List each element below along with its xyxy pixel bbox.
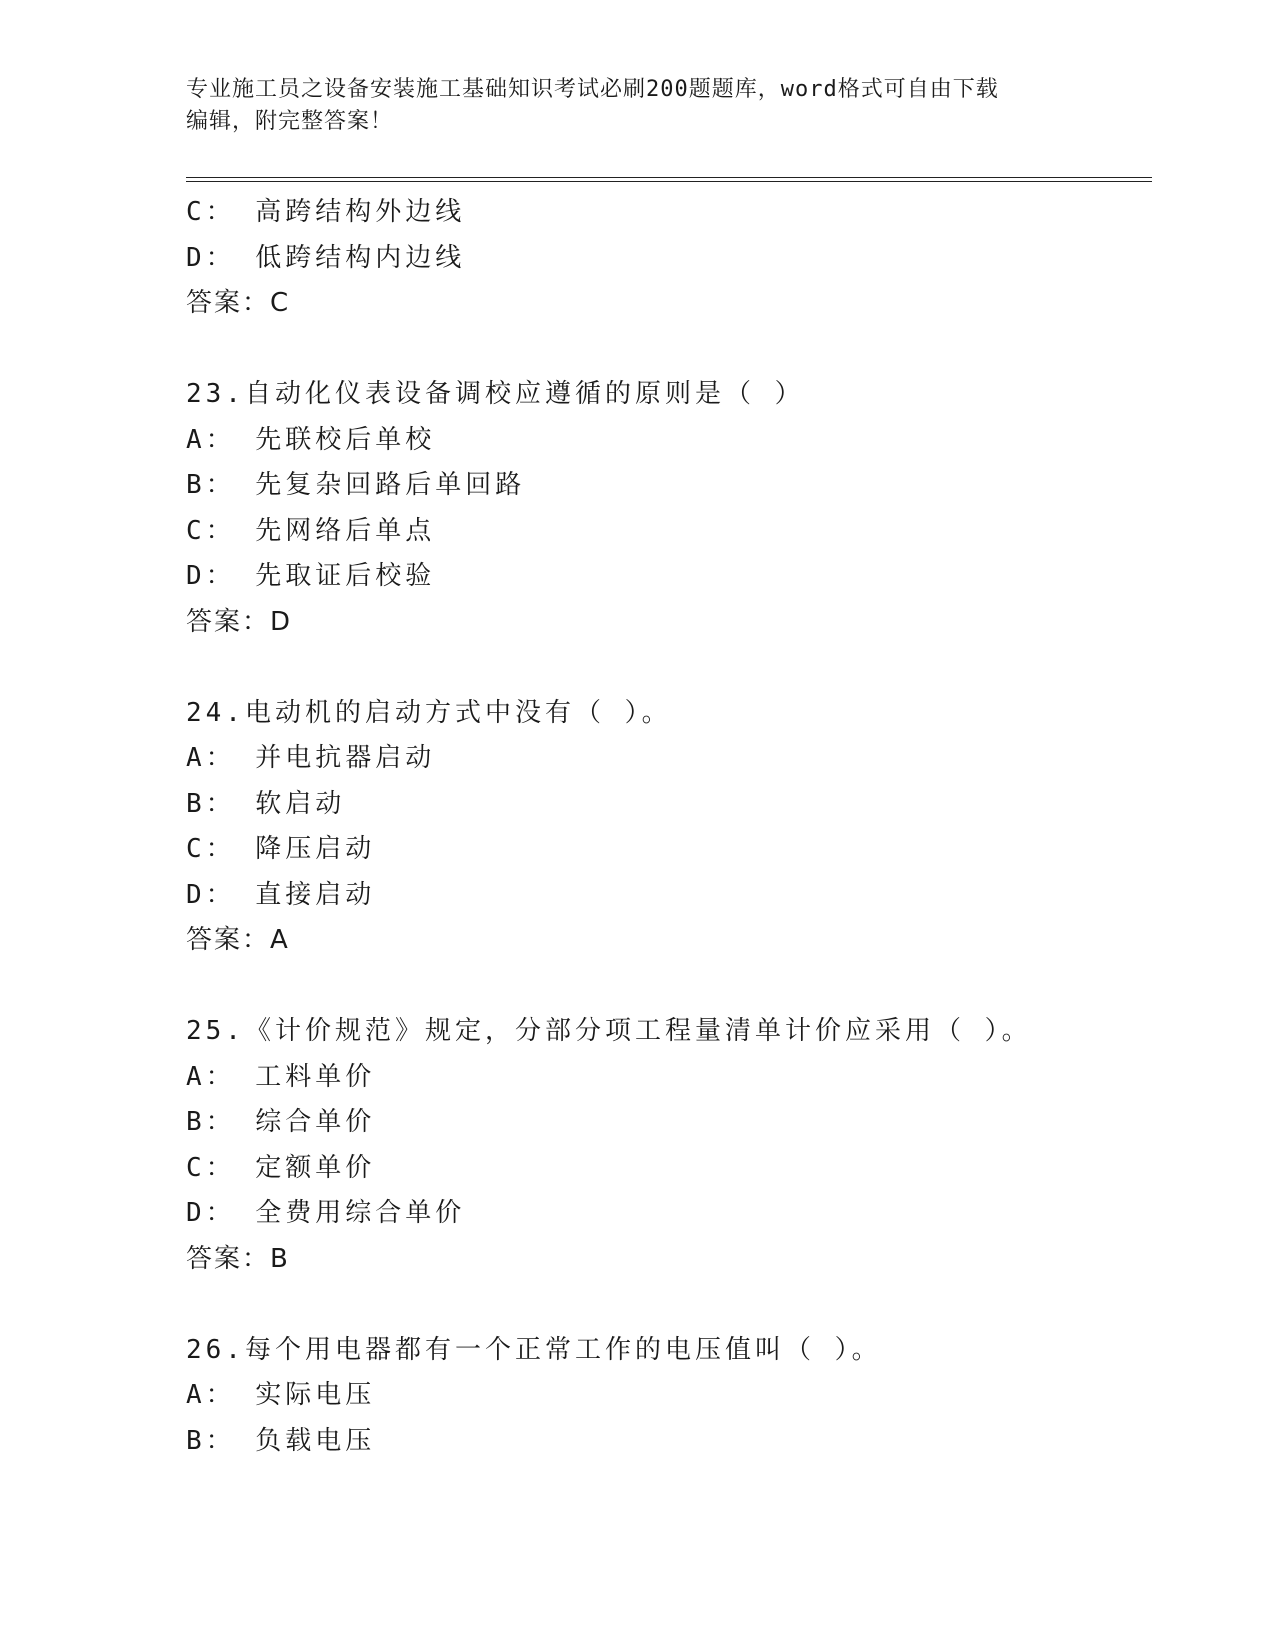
header-line-1: 专业施工员之设备安装施工基础知识考试必刷200题题库，word格式可自由下载 [186,77,999,102]
question-23 [186,372,1152,645]
option-c: C： 定额单价 [186,1152,376,1183]
answer: 答案：B [186,1243,290,1274]
option-a: A： 工料单价 [186,1061,376,1092]
header-divider-bottom [186,181,1152,182]
question-list [186,190,1152,1464]
question-24 [186,691,1152,964]
option-a: A： 先联校后单校 [186,424,436,455]
option-c: C： 先网络后单点 [186,515,436,546]
option-d: D： 全费用综合单价 [186,1198,466,1228]
answer: 答案：C [186,288,291,318]
option-b: B： 综合单价 [186,1107,376,1137]
option-b: B： 先复杂回路后单回路 [186,470,526,500]
question-26 [186,1328,1152,1465]
question-stem: 25.《计价规范》规定，分部分项工程量清单计价应采用（ ）。 [186,1016,1032,1046]
option-d: D： 先取证后校验 [186,561,436,591]
answer: 答案：A [186,925,290,955]
question-25 [186,1009,1152,1282]
answer: 答案：D [186,606,293,637]
document-header [186,74,1066,138]
option-c: C： 高跨结构外边线 [186,197,466,227]
question-stem: 26.每个用电器都有一个正常工作的电压值叫（ ）。 [186,1334,882,1365]
option-c: C： 降压启动 [186,834,376,864]
option-d: D： 直接启动 [186,879,376,910]
question-stem: 23.自动化仪表设备调校应遵循的原则是（ ） [186,379,805,409]
option-a: A： 实际电压 [186,1380,376,1410]
option-b: B： 负载电压 [186,1425,376,1456]
question-stem: 24.电动机的启动方式中没有（ ）。 [186,697,672,728]
question-22-tail [186,190,1152,327]
header-divider-top [186,177,1152,178]
option-d: D： 低跨结构内边线 [186,242,466,273]
option-a: A： 并电抗器启动 [186,743,436,773]
header-line-2: 编辑，附完整答案！ [186,109,394,134]
option-b: B： 软启动 [186,788,346,819]
